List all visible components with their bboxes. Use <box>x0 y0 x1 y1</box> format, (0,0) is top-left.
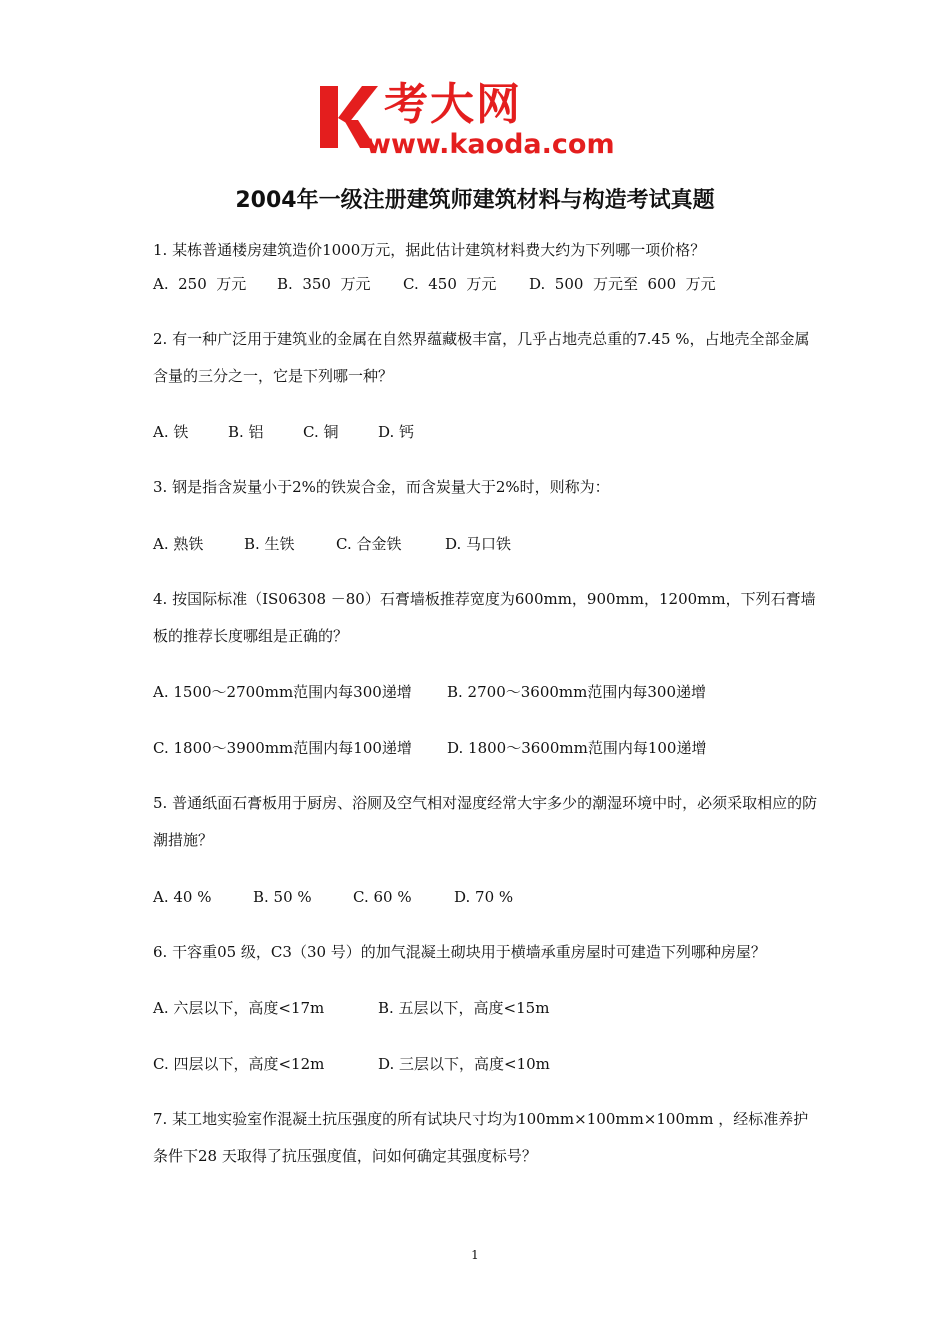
question-6-options-row-1 <box>153 998 549 1018</box>
option-c: C. 四层以下，高度<12m <box>153 1055 325 1073</box>
logo-brand-url: www.kaoda.com <box>366 129 615 160</box>
option-b: B. 350 万元 <box>277 275 371 293</box>
option-b: B. 50 % <box>253 888 312 906</box>
option-c: C. 合金铁 <box>336 535 402 553</box>
question-2-options <box>153 422 414 442</box>
option-d: D. 钙 <box>378 423 415 441</box>
option-c: C. 铜 <box>303 423 339 441</box>
kaoda-logo <box>318 80 638 162</box>
option-d: D. 马口铁 <box>445 535 512 553</box>
question-3-options <box>153 534 511 554</box>
document-title: 2004年一级注册建筑师建筑材料与构造考试真题 <box>235 188 715 213</box>
option-d: D. 500 万元至 600 万元 <box>529 275 716 293</box>
question-4-options-row-2 <box>153 738 706 758</box>
question-4: 4. 按国际标准（IS06308 －80）石膏墙板推荐宽度为600mm，900mm，1200mm，下列石膏墙板的推荐长度哪组是正确的？ <box>153 590 816 645</box>
question-7: 7. 某工地实验室作混凝土抗压强度的所有试块尺寸均为100mm×100mm×100mm ，经标准养护条件下28 天取得了抗压强度值，问如何确定其强度标号？ <box>153 1110 809 1165</box>
option-a: A. 1500～2700mm范围内每300递增 <box>153 683 412 701</box>
option-a: A. 六层以下，高度<17m <box>153 999 325 1017</box>
question-3: 3. 钢是指含炭量小于2%的铁炭合金，而含炭量大于2%时，则称为： <box>153 478 610 496</box>
page-number: 1 <box>471 1248 479 1262</box>
question-4-options-row-1 <box>153 682 706 702</box>
option-a: A. 250 万元 <box>153 275 247 293</box>
question-6-options-row-2 <box>153 1054 550 1074</box>
option-d: D. 三层以下，高度<10m <box>378 1055 550 1073</box>
question-5: 5. 普通纸面石膏板用于厨房、浴厕及空气相对湿度经常大宇多少的潮湿环境中时，必须采取相应的防潮措施？ <box>153 794 818 849</box>
option-b: B. 铝 <box>228 423 264 441</box>
option-d: D. 1800～3600mm范围内每100递增 <box>447 739 707 757</box>
option-d: D. 70 % <box>454 888 514 906</box>
logo-brand-cn: 考大网 <box>384 79 522 130</box>
question-5-options <box>153 887 513 907</box>
option-b: B. 生铁 <box>244 535 295 553</box>
option-c: C. 60 % <box>353 888 412 906</box>
option-b: B. 五层以下，高度<15m <box>378 999 550 1017</box>
option-a: A. 熟铁 <box>153 535 204 553</box>
question-2: 2. 有一种广泛用于建筑业的金属在自然界蕴藏极丰富，几乎占地壳总重的7.45 %，占地壳全部金属含量的三分之一，它是下列哪一种？ <box>153 330 810 385</box>
option-c: C. 1800～3900mm范围内每100递增 <box>153 739 412 757</box>
question-6: 6. 干容重05 级，C3（30 号）的加气混凝土砌块用于横墙承重房屋时可建造下列哪种房屋？ <box>153 943 766 961</box>
option-b: B. 2700～3600mm范围内每300递增 <box>447 683 706 701</box>
question-1: 1. 某栋普通楼房建筑造价1000万元，据此估计建筑材料费大约为下列哪一项价格？ <box>153 241 706 259</box>
option-a: A. 铁 <box>153 423 189 441</box>
option-a: A. 40 % <box>153 888 212 906</box>
option-c: C. 450 万元 <box>403 275 497 293</box>
question-1-options <box>153 274 716 294</box>
